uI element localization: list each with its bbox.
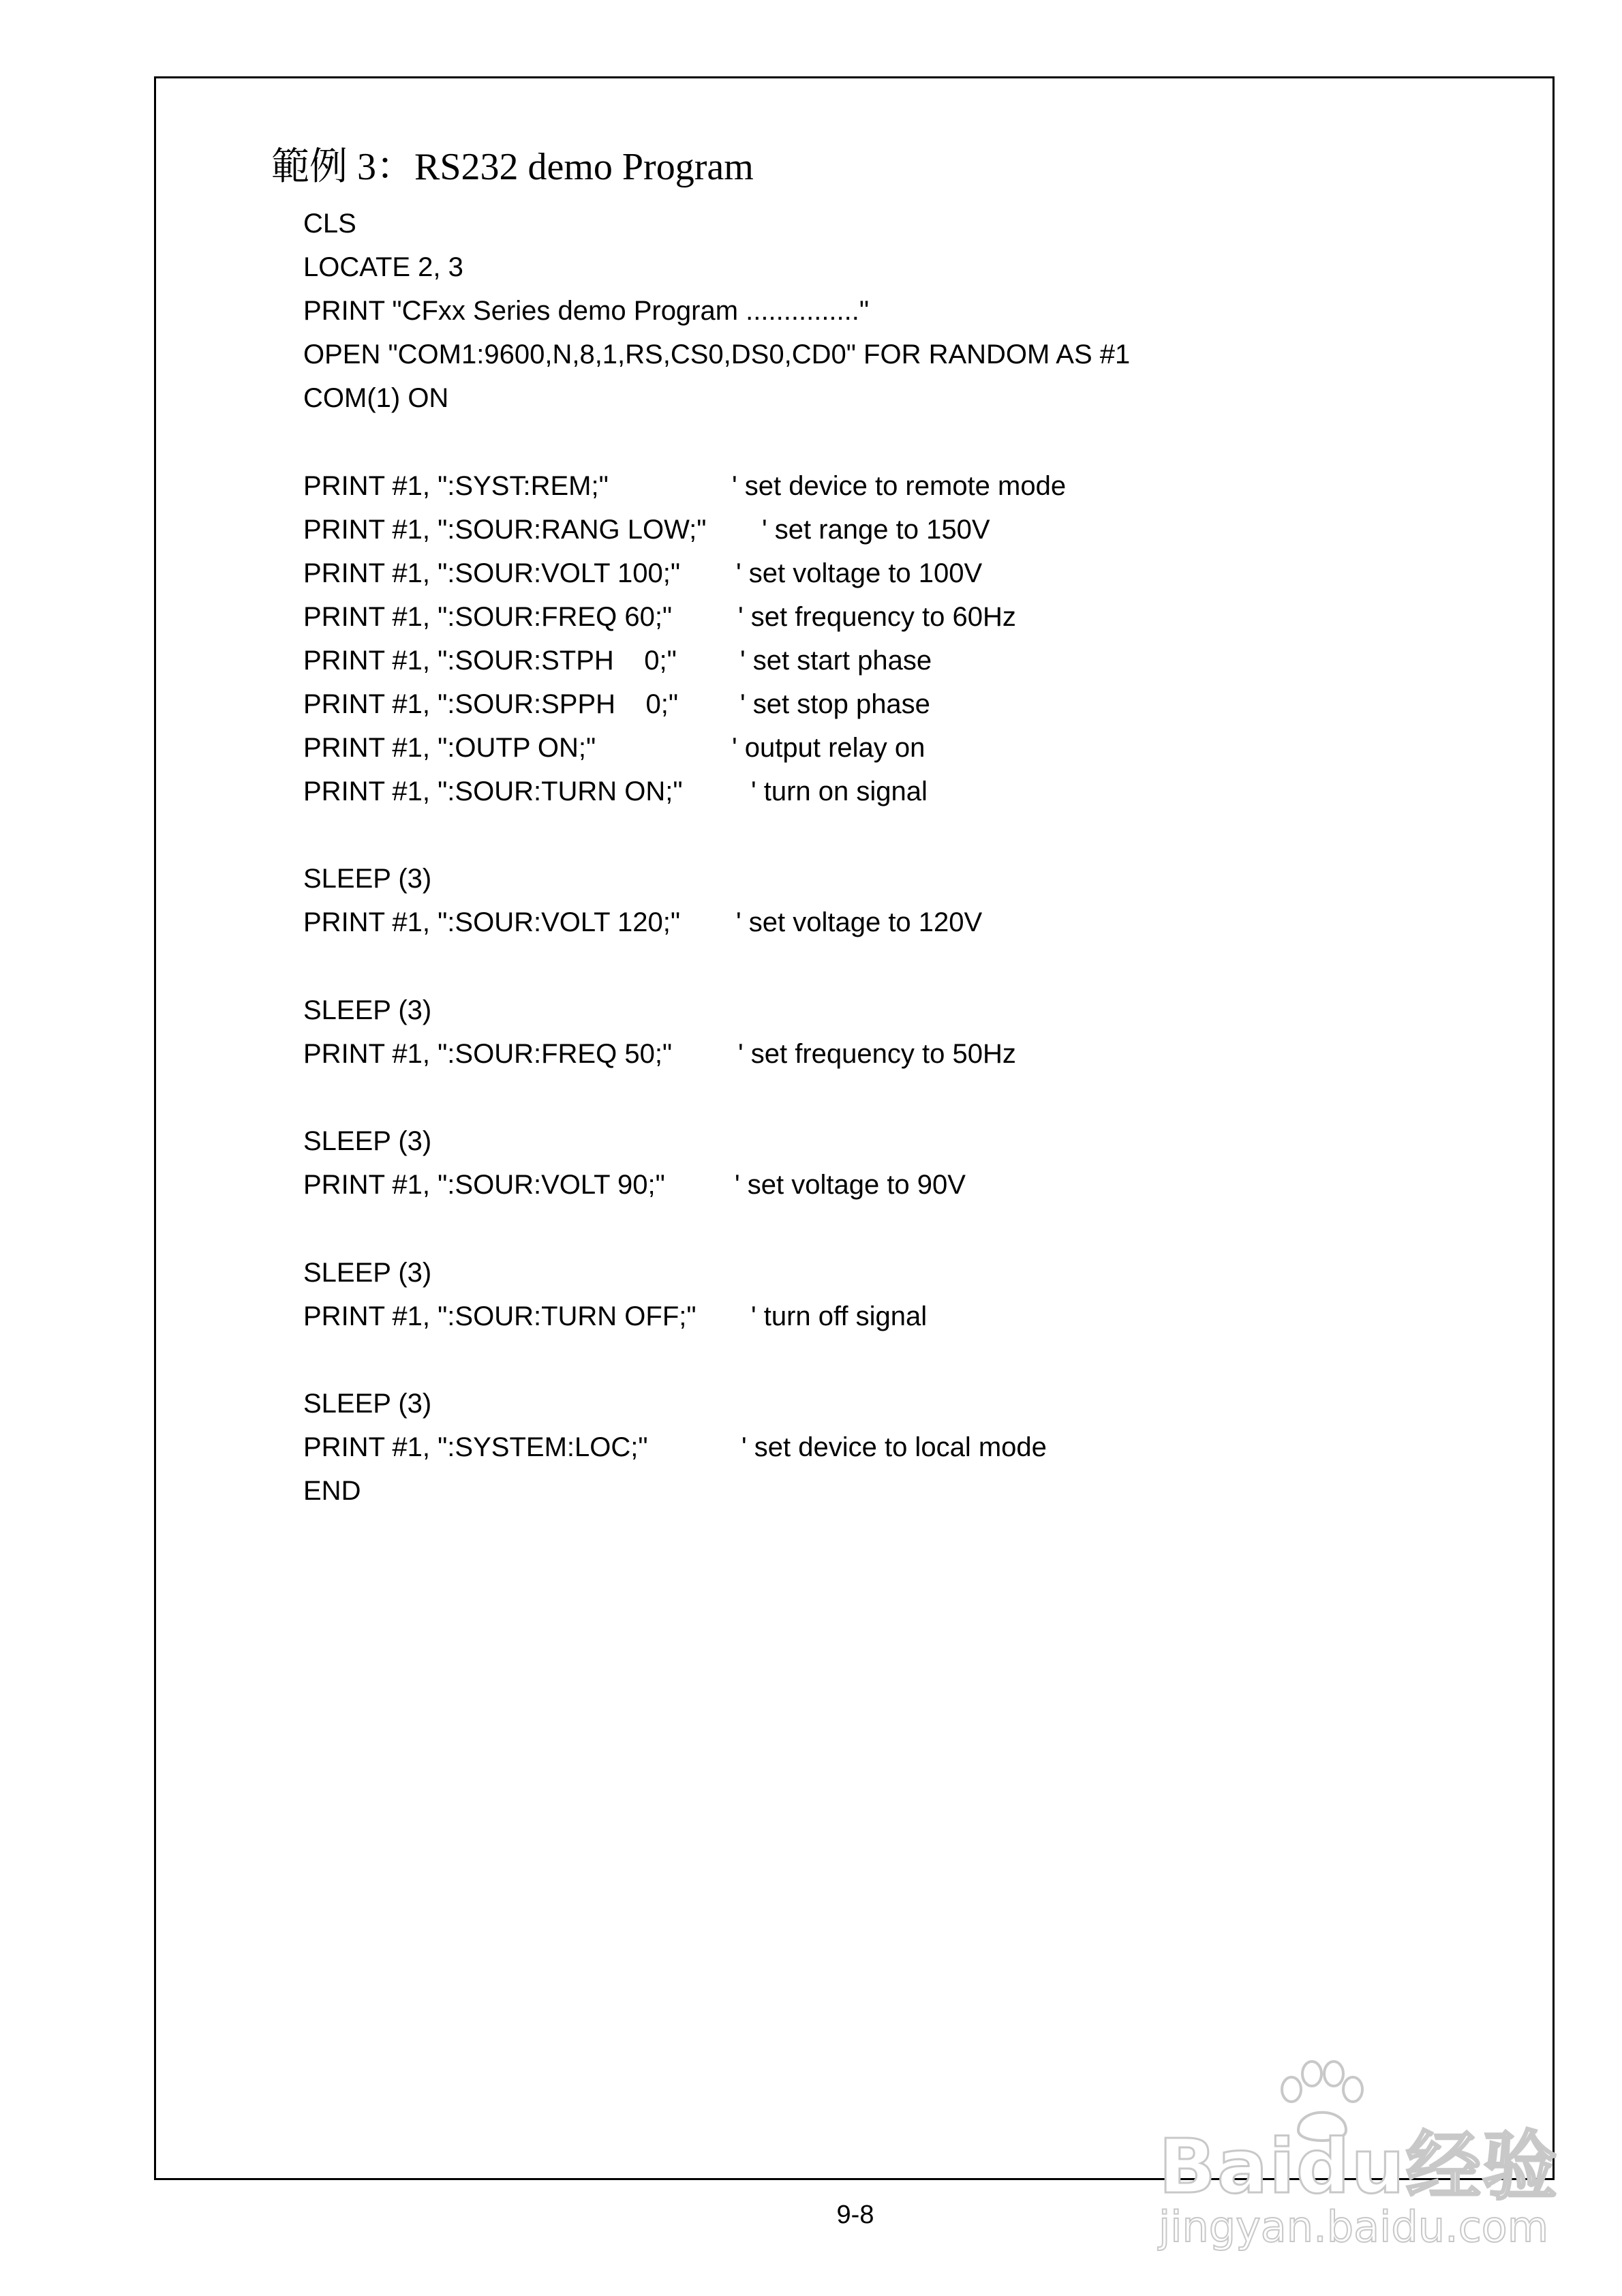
code-line: SLEEP (3) bbox=[303, 1126, 432, 1156]
code-line: SLEEP (3) bbox=[303, 995, 432, 1025]
code-comment: ' set range to 150V bbox=[762, 515, 990, 545]
code-comment: ' turn off signal bbox=[751, 1301, 928, 1331]
code-line: SLEEP (3) bbox=[303, 1389, 432, 1419]
code-line: PRINT #1, ":SOUR:SPPH 0;" bbox=[303, 689, 679, 719]
code-comment: ' output relay on bbox=[732, 733, 925, 763]
code-line: LOCATE 2, 3 bbox=[303, 252, 463, 282]
code-comment: ' set voltage to 100V bbox=[736, 558, 983, 588]
watermark-url: jingyan.baidu.com bbox=[1159, 2202, 1549, 2252]
code-line: PRINT #1, ":SOUR:VOLT 120;" bbox=[303, 907, 681, 937]
code-comment: ' set frequency to 50Hz bbox=[738, 1039, 1016, 1069]
code-comment: ' set device to local mode bbox=[741, 1432, 1047, 1462]
code-comment: ' set voltage to 90V bbox=[735, 1170, 966, 1200]
code-line: OPEN "COM1:9600,N,8,1,RS,CS0,DS0,CD0" FOR RANDOM AS #1 bbox=[303, 339, 1131, 369]
code-line: PRINT #1, ":SOUR:VOLT 90;" bbox=[303, 1170, 665, 1200]
code-line: COM(1) ON bbox=[303, 383, 449, 413]
code-line: PRINT #1, ":SYST:REM;" bbox=[303, 471, 609, 501]
code-line: PRINT #1, ":SOUR:TURN ON;" bbox=[303, 776, 683, 806]
code-line: PRINT #1, ":SOUR:FREQ 50;" bbox=[303, 1039, 673, 1069]
code-comment: ' set voltage to 120V bbox=[736, 907, 983, 937]
code-comment: ' set frequency to 60Hz bbox=[738, 602, 1016, 632]
code-line: PRINT #1, ":SOUR:STPH 0;" bbox=[303, 646, 677, 676]
code-comment: ' turn on signal bbox=[751, 776, 928, 806]
baidu-watermark bbox=[1152, 2059, 1559, 2263]
code-line: PRINT #1, ":SOUR:VOLT 100;" bbox=[303, 558, 681, 588]
code-line: PRINT #1, ":SOUR:RANG LOW;" bbox=[303, 515, 707, 545]
code-line: PRINT #1, ":SYSTEM:LOC;" bbox=[303, 1432, 648, 1462]
code-line: END bbox=[303, 1476, 361, 1506]
code-line: CLS bbox=[303, 209, 356, 239]
code-line: PRINT #1, ":OUTP ON;" bbox=[303, 733, 596, 763]
page-number: 9-8 bbox=[836, 2201, 874, 2229]
code-line: PRINT #1, ":SOUR:TURN OFF;" bbox=[303, 1301, 697, 1331]
code-line: PRINT #1, ":SOUR:FREQ 60;" bbox=[303, 602, 673, 632]
code-line: PRINT "CFxx Series demo Program ..............." bbox=[303, 296, 870, 326]
watermark-main-text: Baidu经验 bbox=[1159, 2123, 1559, 2210]
code-line: SLEEP (3) bbox=[303, 1258, 432, 1288]
code-comment: ' set start phase bbox=[740, 646, 932, 676]
code-line: SLEEP (3) bbox=[303, 864, 432, 894]
code-comment: ' set device to remote mode bbox=[732, 471, 1067, 501]
code-comment: ' set stop phase bbox=[740, 689, 930, 719]
program-title: 範例 3：RS232 demo Program bbox=[271, 146, 754, 188]
